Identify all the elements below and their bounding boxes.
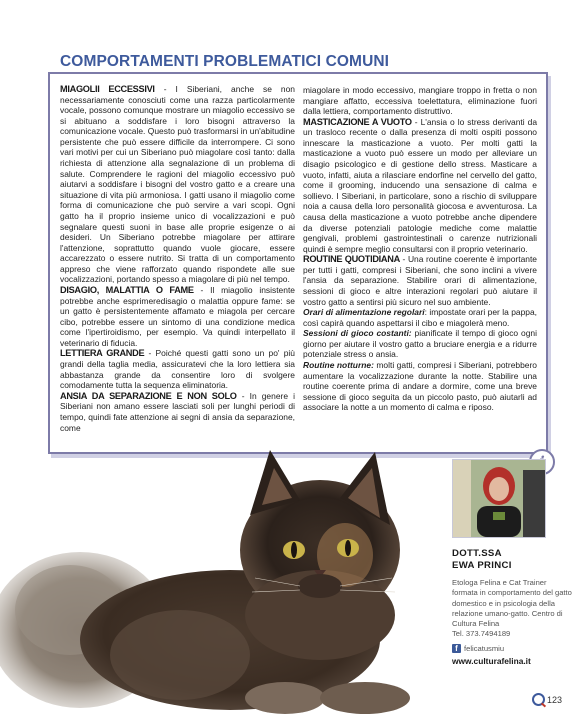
subheading-orari: Orari di alimentazione regolari (303, 307, 425, 318)
heading-lettiera: LETTIERA GRANDE (60, 348, 145, 359)
page-number (532, 693, 562, 706)
paragraph-orari (303, 307, 537, 328)
author-name: EWA PRINCI (452, 559, 512, 571)
text-ansia-cont: miagolare in modo eccessivo, mangiare troppo in fretta o non mangiare affatto, eccessiva toelettatura, eliminazione fuori dalla lettiera, comportamento distruttivo. (303, 85, 537, 117)
paragraph-disagio (60, 285, 295, 348)
author-description: Etologa Felina e Cat Trainer formata in comportamento del gatto domestico e in psicologia della relazione umano-gatto. Centro di Cultura Felina (452, 578, 572, 629)
text-miagolii: - I Siberiani, anche se non necessariamente conosciuti come una razza particolarmente vocale, possono comunque mostrare un miagolio eccessivo se si abituano a soddisfare i loro bisogni attraverso la comunicazione vocale. Questo può trasformarsi in un'abitudine persistente che può essere difficile da interrompere. Ci sono vari motivi per cui un Siberiano può miagolare così tanto: dalla richiesta di attenzione alla segnalazione di un problema di salute. Comprendere le ragioni del miagolio eccessivo può aiutarvi a soddisfare i bisogni del vostro gatto e a creare una situazione di vita più armoniosa. I gatti usano il miagolio come forma di comunicazione che può servire a vari scopi. Ogni gatto ha il proprio insieme unico di vocalizzazioni e può segnalare questi suoni in base alle proprie esigenze o ai desideri. Un Siberiano potrebbe miagolare per attirare l'attenzione, soprattutto quando vuole giocare, essere accarezzato o essere nutrito. Si tratta di un comportamento appreso che viene rafforzato quando rispondete alle sue vocalizzazioni, portando spesso a miagolare di più nel tempo. (60, 84, 295, 285)
paragraph-ansia (60, 391, 295, 433)
paragraph-miagolii (60, 84, 295, 285)
text-sessioni: pianificate il tempo di gioco ogni giorno per aiutare il vostro gatto a bruciare energia e a ridurre potenziale stress o ansia. (303, 328, 537, 360)
page-title: COMPORTAMENTI PROBLEMATICI COMUNI (60, 53, 540, 73)
text-disagio: - Il miagolio insistente potrebbe anche esprimeredisagio o malattia oppure fame: se un gatto è persistentemente affamato e miagola per cercare cibo, potrebbe essere un sintomo di una condizione medica come l'ipertiroidismo, per esempio. Va quindi interpellato il veterinario di fiducia. (60, 284, 295, 348)
author-phone: Tel. 373.7494189 (452, 629, 511, 639)
social-handle: felicatusmiu (464, 643, 505, 653)
paragraph-masticazione (303, 117, 537, 255)
page-number-text: 123 (547, 694, 563, 705)
text-masticazione: - L'ansia o lo stress derivanti da un trasloco recente o dalla presenza di molti ospiti possono innescare la masticazione a vuoto. Per molti gatti la masticazione a vuoto può essere un modo per alleviare un disagio psicologico e di gestione dello stress. Masticare a vuoto, infatti, aiuta a rilasciare endorfine nel cervello del gatto, come il grooming, inducendo una sensazione di calma e sollievo. I Siberiani, in particolare, sono a rischio di sviluppare noia a causa della loro personalità giocosa e avventurosa. La causa della masticazione a vuoto potrebbe anche dipendere da diverse potenziali patologie mediche come malattie gengivali, problemi gastrointestinali o carenze nutrizionali quindi è sempre meglio consultarsi con il proprio veterinario. (303, 116, 538, 254)
paragraph-routine (303, 254, 537, 307)
text-lettiera: - Poiché questi gatti sono un po' più grandi della taglia media, assicuratevi che la loro lettiera sia abbastanza grande da consentire loro di svolgere comodamente tutta la sequenza eliminatoria. (60, 348, 295, 391)
author-portrait (453, 460, 545, 537)
text-ansia: - In genere i Siberiani non amano essere lasciati soli per lunghi periodi di tempo, quindi fate attenzione ai segni di ansia da separazione, come (60, 390, 295, 433)
heading-routine: ROUTINE QUOTIDIANA (303, 254, 400, 265)
left-column (60, 84, 295, 433)
heading-disagio: DISAGIO, MALATTIA O FAME (60, 284, 194, 295)
paragraph-ansia-cont (303, 85, 537, 117)
article-box (48, 72, 548, 454)
right-column (303, 85, 537, 413)
subheading-notturne: Routine notturne: (303, 360, 374, 371)
paragraph-notturne (303, 360, 537, 413)
paragraph-sessioni (303, 328, 537, 360)
author-website[interactable]: www.culturafelina.it (452, 655, 531, 666)
heading-miagolii: MIAGOLII ECCESSIVI (60, 84, 155, 94)
heading-masticazione: MASTICAZIONE A VUOTO (303, 116, 412, 127)
facebook-icon: f (452, 644, 461, 653)
author-social (452, 644, 572, 653)
author-title: DOTT.SSA (452, 548, 502, 559)
cat-illustration (0, 440, 420, 722)
text-orari: : impostate orari per la pappa, così capirà quando aspettarsi il cibo e miagolerà meno. (303, 307, 538, 328)
text-routine: - Una routine coerente è importante per tutti i gatti, compresi i Siberiani, che sono inclini a vivere l'ansia da separazione. Stabilire orari di alimentazione, sessioni di gioco e altre interazioni regolari può aiutare il vostro gatto a sentirsi più sicuro nel suo ambiente. (303, 254, 537, 307)
author-box (452, 548, 572, 666)
subheading-sessioni: Sessioni di gioco costanti: (303, 328, 412, 339)
paragraph-lettiera (60, 348, 295, 390)
author-photo (452, 459, 546, 538)
magazine-logo-icon (532, 693, 545, 706)
cat-photo (0, 440, 420, 722)
text-notturne: molti gatti, compresi i Siberiani, potrebbero aumentare la vocalizzazione durante la notte. Stabilire una routine coerente prima di andare a dormire, come una breve sessione di gioco seguita da un piccolo pasto, può aiutarli ad associare la notte a un momento di calma e riposo. (303, 360, 537, 413)
heading-ansia: ANSIA DA SEPARAZIONE E NON SOLO (60, 390, 237, 401)
